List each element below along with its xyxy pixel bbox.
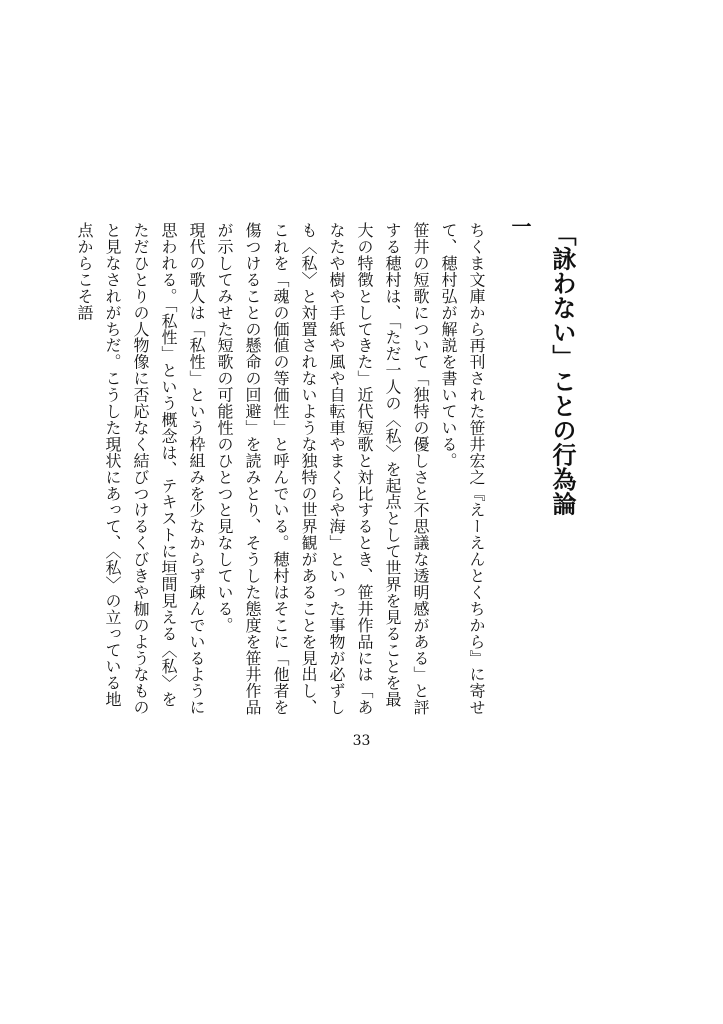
section-number: 一 [508,216,532,236]
paragraph: 現代の歌人は「私性」という枠組みを少なからず疎んでいるように思われる。「私性」という概念は、テキストに垣間見える〈私〉をただひとりの人物像に否応なく結びつけるくびきや枷のようなものと見なされがちだ。こうした現状にあって、〈私〉の立っている地点からこそ語 [75,222,206,716]
body-text [75,222,490,718]
page-number: 33 [352,733,371,749]
paragraph: 笹井の短歌について「独特の優しさと不思議な透明感がある」と評する穂村は、「ただ一人の〈私〉を起点として世界を見ることを最大の特徴としてきた」近代短歌と対比するとき、笹井作品には「あなたや樹や手紙や風や自転車やまくらや海」といった事物が必ずしも〈私〉と対置されないような独特の世界観があることを見出し、これを「魂の価値の等価性」と呼んでいる。穂村はそこに「他者を傷つけることの懸命の回避」を読みとり、そうした態度を笹井作品が示してみせた短歌の可能性のひとつと見なしている。 [215,222,430,716]
chapter-title: 「詠わない」ことの行為論 [548,222,576,516]
paragraph: ちくま文庫から再刊された笹井宏之『えーえんとくちから』に寄せて、穂村弘が解説を書いている。 [439,222,486,716]
